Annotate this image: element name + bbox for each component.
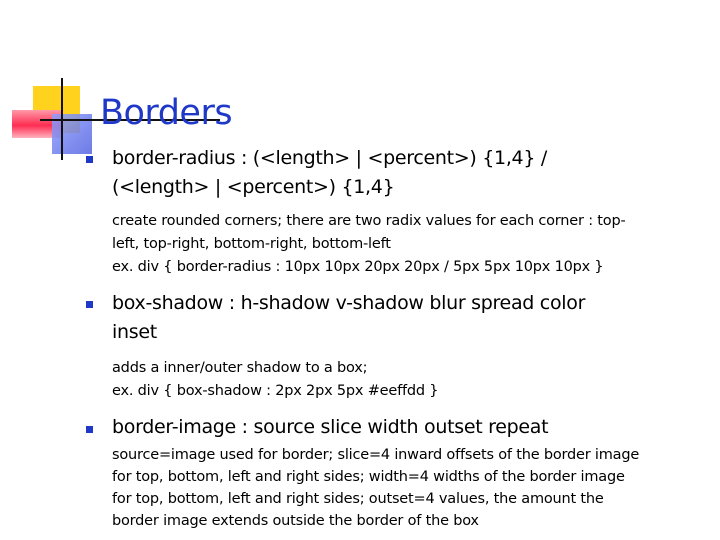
sub-line: ex. div { box-shadow : 2px 2px 5px #eeffdd } [112, 383, 439, 399]
sub-line: adds a inner/outer shadow to a box; [112, 360, 368, 376]
sub-line: for top, bottom, left and right sides; outset=4 values, the amount the [112, 491, 604, 507]
bullet-sub-text [112, 444, 712, 532]
bullet-sub-text [112, 357, 712, 403]
main-line: inset [112, 321, 157, 343]
bullet-main-text [112, 289, 702, 347]
slide-title: Borders [100, 93, 233, 133]
sub-line: source=image used for border; slice=4 inward offsets of the border image [112, 447, 640, 463]
bullet-sub-text [112, 210, 712, 279]
bullet-main-text [112, 144, 702, 202]
sub-line: left, top-right, bottom-right, bottom-left [112, 236, 391, 252]
main-line: (<length> | <percent>) {1,4} [112, 176, 395, 198]
main-line: box-shadow : h-shadow v-shadow blur spread color [112, 292, 586, 314]
sub-line: for top, bottom, left and right sides; width=4 widths of the border image [112, 469, 625, 485]
bullet-square-icon [86, 156, 93, 163]
bullet-main-text [112, 413, 702, 442]
sub-line: border image extends outside the border of the box [112, 513, 479, 529]
bullet-square-icon [86, 301, 93, 308]
main-line: border-radius : (<length> | <percent>) {1,4} / [112, 147, 547, 169]
sub-line: create rounded corners; there are two radix values for each corner : top- [112, 213, 626, 229]
bullet-square-icon [86, 426, 93, 433]
sub-line: ex. div { border-radius : 10px 10px 20px 20px / 5px 5px 10px 10px } [112, 259, 604, 275]
main-line: border-image : source slice width outset repeat [112, 416, 549, 438]
